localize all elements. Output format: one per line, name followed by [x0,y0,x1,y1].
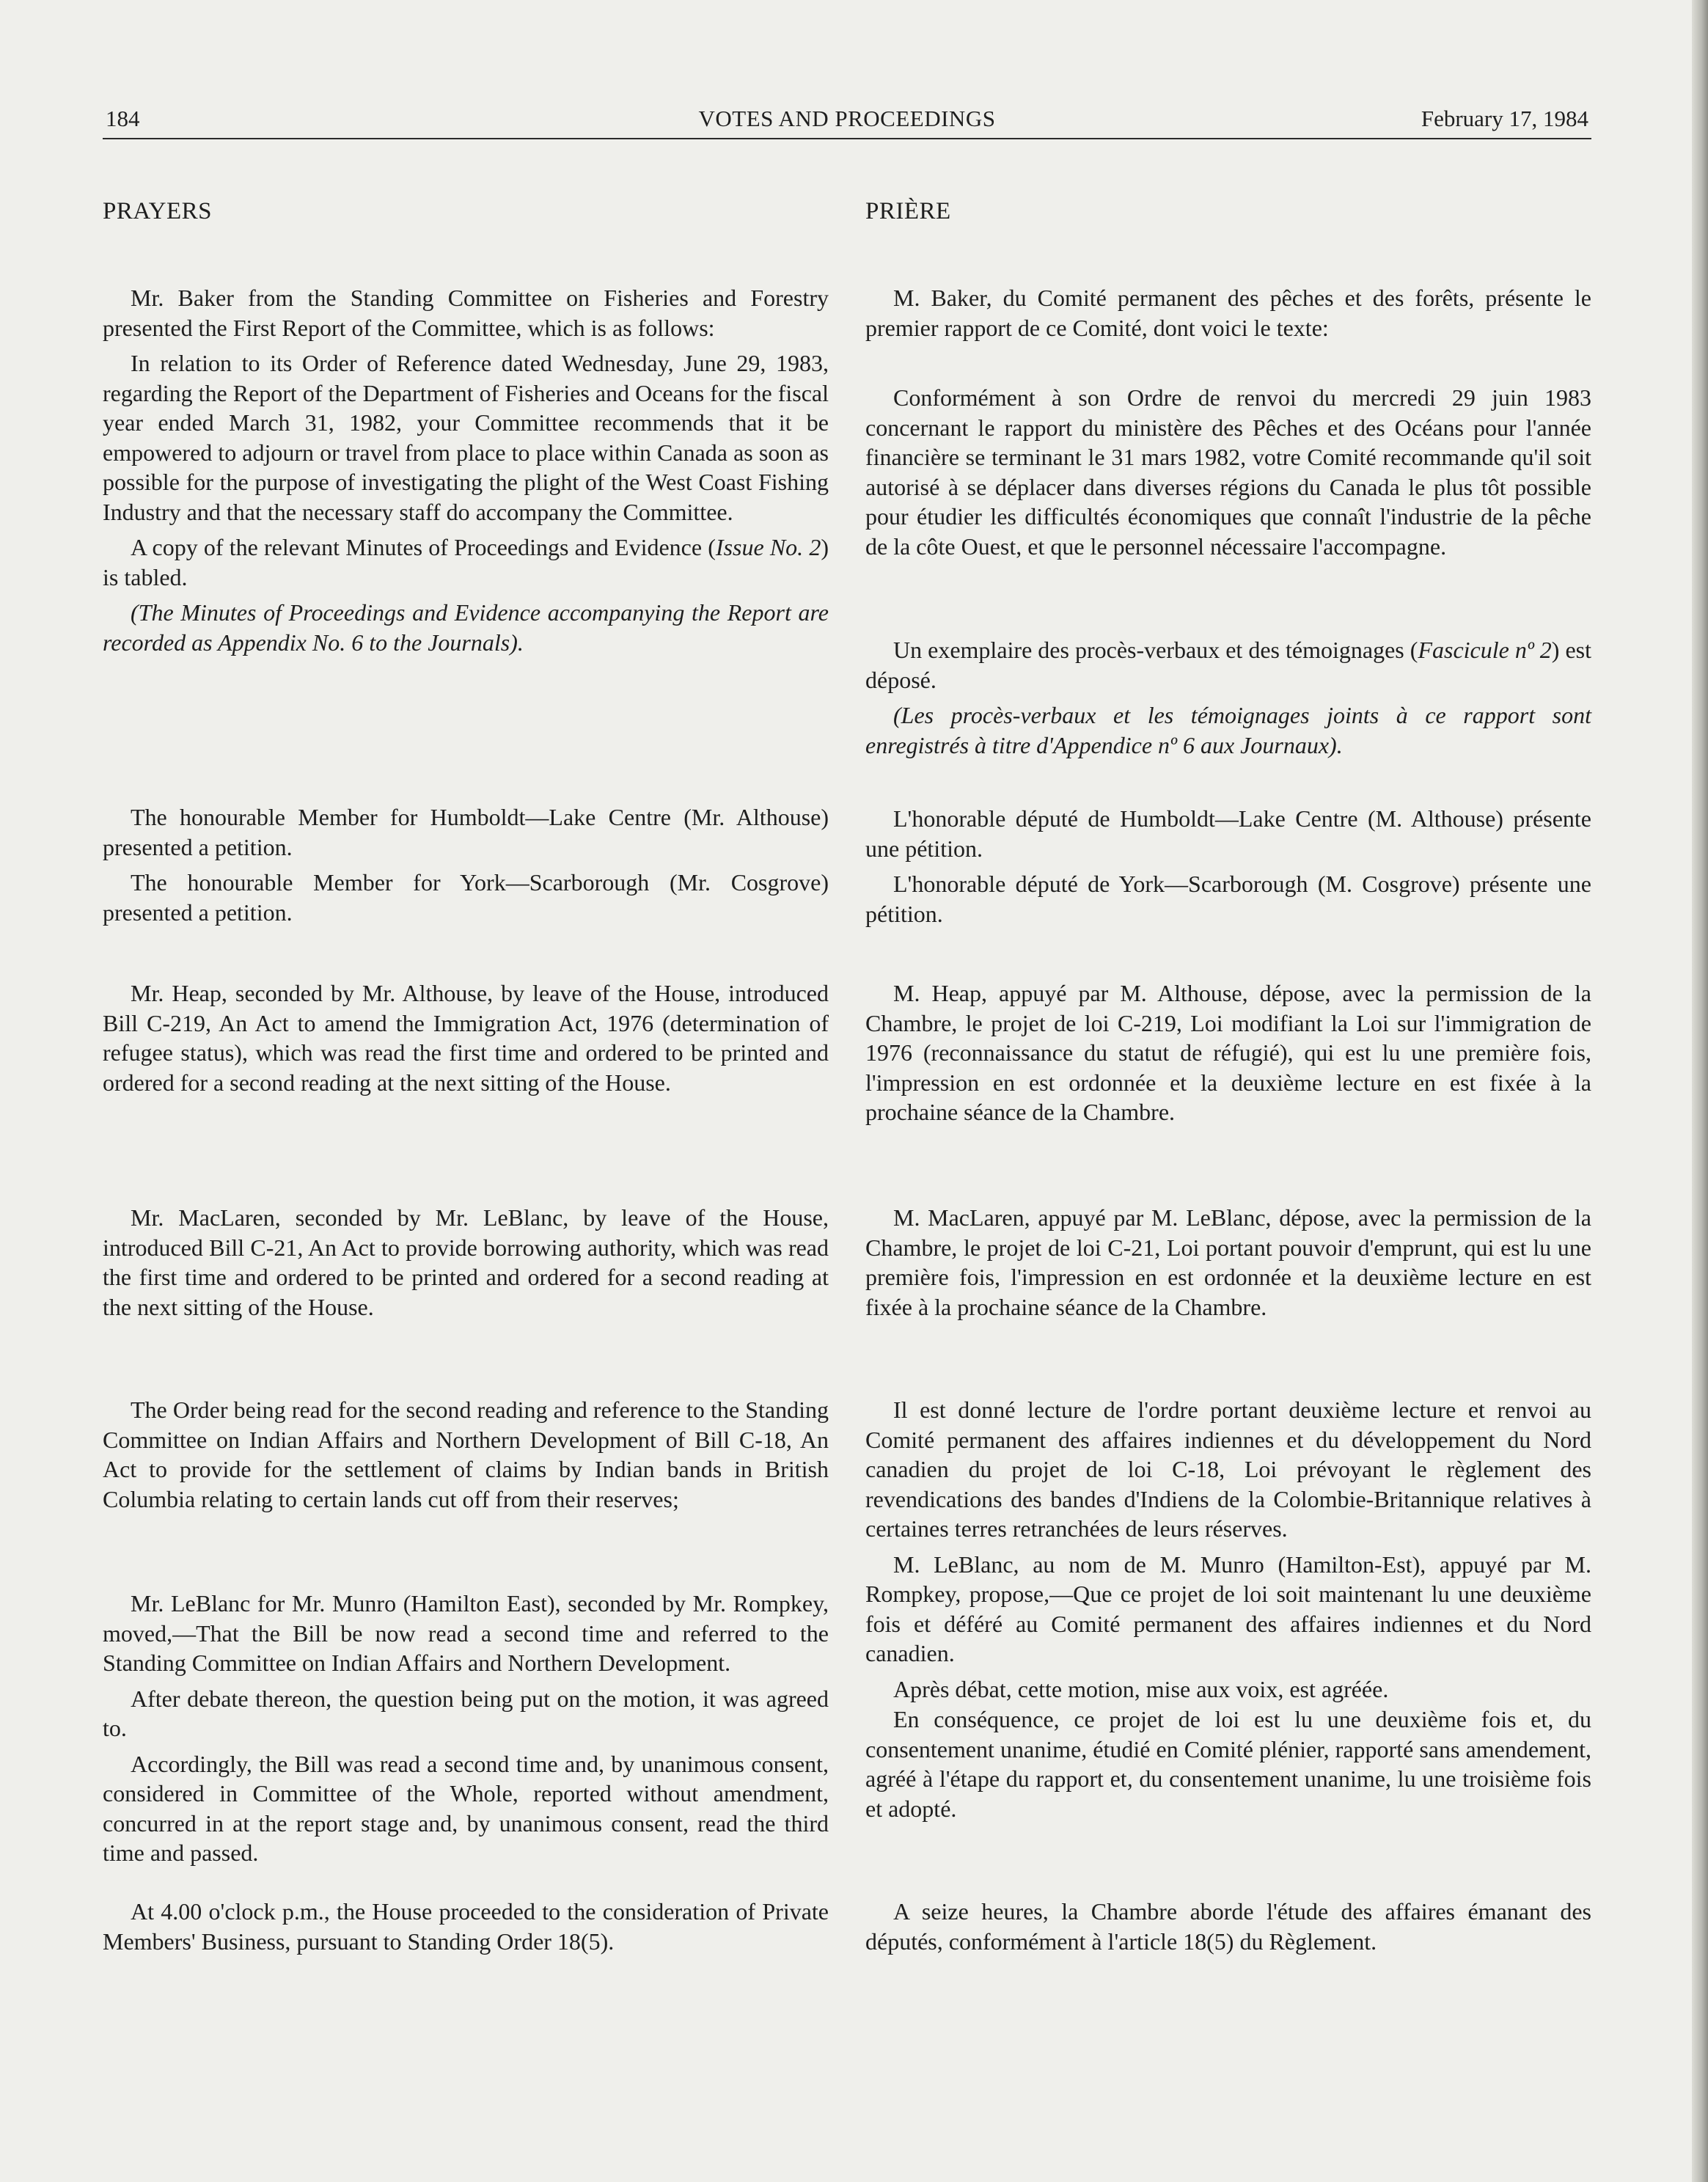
proces-verbaux-note: (Les procès-verbaux et les témoignages joints à ce rapport sont enregistrés à titre d'Appendice nº 6 aux Journaux). [865,702,1591,758]
private-members-text: At 4.00 o'clock p.m., the House proceeded to the consideration of Private Members' Business, pursuant to Standing Order 18(5). [103,1898,829,1955]
petition-york: The honourable Member for York—Scarborough (Mr. Cosgrove) presented a petition. [103,869,829,926]
petition-humboldt: The honourable Member for Humboldt—Lake Centre (Mr. Althouse) presented a petition. [103,804,829,860]
page-edge [1692,0,1708,2182]
maclaren-projet-loi-texte: M. MacLaren, appuyé par M. LeBlanc, dépose, avec la permission de la Chambre, le projet de loi C-21, Loi portant pouvoir d'emprunt, qui est lu une première fois, l'impression en est ordonnée et la deuxième lecture en est fixée à la prochaine séance de la Chambre. [865,1204,1591,1320]
debate-result: After debate thereon, the question being put on the motion, it was agreed to. [103,1685,829,1741]
baker-rapport-texte: Conformément à son Ordre de renvoi du mercredi 29 juin 1983 concernant le rapport du ministère des Pêches et des Océans pour l'année financière se terminant le 31 mars 1982, votre Comité recommande qu'il soit autorisé à se déplacer dans diverses régions du Canada le plus tôt possible pour étudier les difficultés économiques que connaît l'industrie de la pêche de la côte Ouest, et que le personnel nécessaire l'accompagne. [865,384,1591,560]
maclaren-bill-text: Mr. MacLaren, seconded by Mr. LeBlanc, by leave of the House, introduced Bill C-21, An Act to provide borrowing authority, which was read the first time and ordered to be printed and ordered for a second reading at the next sitting of the House. [103,1204,829,1320]
french-column [865,195,1592,1955]
order-c18-text: The Order being read for the second reading and reference to the Standing Committee on Indian Affairs and Northern Development of Bill C-18, An Act to provide for the settlement of claims by Indian bands in British Columbia relating to certain lands cut off from their reserves; [103,1396,829,1512]
leblanc-motion-section [103,1589,829,1874]
private-members [103,1897,829,1962]
ordre-c18 [865,1395,1591,1710]
baker-rapport-texte-section [865,383,1591,567]
consequence-texte: En conséquence, ce projet de loi est lu une deuxième fois et, du consentement unanime, étudié en Comité plénier, rapporté sans amendement, agréé à l'étape du rapport et, du consentement unanime, lu une troisième fois et adopté. [865,1706,1591,1822]
maclaren-projet-loi [865,1203,1591,1328]
english-column [103,195,829,1955]
bill-passed: Accordingly, the Bill was read a second time and, by unanimous consent, considered in Committee of the Whole, reported without amendment, concurred in at the report stage and, by unanimous consent, read the third time and passed. [103,1750,829,1866]
petition-york-fr: L'honorable député de York—Scarborough (M. Cosgrove) présente une pétition. [865,871,1591,927]
baker-report-section [103,283,829,663]
leblanc-motion: Mr. LeBlanc for Mr. Munro (Hamilton East), seconded by Mr. Rompkey, moved,—That the Bill be now read a second time and referred to the Standing Committee on Indian Affairs and Northern Development. [103,1590,829,1676]
priere-heading: PRIÈRE [865,198,951,224]
prayers-heading: PRAYERS [103,198,213,224]
ordre-c18-texte: Il est donné lecture de l'ordre portant deuxième lecture et renvoi au Comité permanent des affaires indiennes et du développement du Nord canadien du projet de loi C-18, Loi prévoyant le règlement des revendications des bandes d'Indiens de la Colombie-Britannique relatives à certaines terres retranchées de leurs réserves. [865,1396,1591,1542]
petitions-section [103,802,829,933]
baker-rapport-section [865,283,1591,348]
affaires-deputes [865,1897,1591,1962]
heap-bill [103,978,829,1103]
heap-bill-text: Mr. Heap, seconded by Mr. Althouse, by leave of the House, introduced Bill C-219, An Act to amend the Immigration Act, 1976 (determination of refugee status), which was read the first time and ordered to be printed and ordered for a second reading at the next sitting of the House. [103,980,829,1096]
baker-report-text: In relation to its Order of Reference dated Wednesday, June 29, 1983, regarding the Report of the Department of Fisheries and Oceans for the fiscal year ended March 31, 1982, your Committee recommends that it be empowered to adjourn or travel from place to place within Canada as soon as possible for the purpose of investigating the plight of the West Coast Fishing Industry and that the necessary staff do accompany the Committee. [103,350,829,525]
minutes-note: (The Minutes of Proceedings and Evidence accompanying the Report are recorded as Appendix No. 6 to the Journals). [103,599,829,656]
publication-title: VOTES AND PROCEEDINGS [698,106,996,131]
order-c18 [103,1395,829,1520]
baker-rapport-intro: M. Baker, du Comité permanent des pêches et des forêts, présente le premier rapport de ce Comité, dont voici le texte: [865,285,1591,341]
proces-verbaux-copie: Un exemplaire des procès-verbaux et des témoignages (Fascicule nº 2) est déposé. [865,637,1592,693]
heap-projet-loi [865,978,1591,1133]
maclaren-bill [103,1203,829,1328]
affaires-deputes-texte: A seize heures, la Chambre aborde l'étude des affaires émanant des députés, conformément à l'article 18(5) du Règlement. [865,1898,1591,1955]
petitions-fr-section [865,804,1591,934]
consequence [865,1705,1591,1829]
proces-verbaux-section [865,635,1591,766]
minutes-copy: A copy of the relevant Minutes of Proceedings and Evidence (Issue No. 2) is tabled. [103,534,829,590]
running-header [103,103,1591,139]
heap-projet-loi-texte: M. Heap, appuyé par M. Althouse, dépose, avec la permission de la Chambre, le projet de loi C-219, Loi modifiant la Loi sur l'immigration de 1976 (reconnaissance du statut de réfugié), qui est lu une première fois, l'impression en est ordonnée et la deuxième lecture en est fixée à la prochaine séance de la Chambre. [865,980,1591,1125]
baker-report-intro: Mr. Baker from the Standing Committee on Fisheries and Forestry presented the First Report of the Committee, which is as follows: [103,285,829,341]
petition-humboldt-fr: L'honorable député de Humboldt—Lake Centre (M. Althouse) présente une pétition. [865,805,1591,862]
page-number: 184 [106,106,140,131]
header-date: February 17, 1984 [1421,106,1588,131]
debat-resultat: Après débat, cette motion, mise aux voix, est agréée. [893,1675,1389,1702]
leblanc-motion-fr: M. LeBlanc, au nom de M. Munro (Hamilton-Est), appuyé par M. Rompkey, propose,—Que ce projet de loi soit maintenant lu une deuxième fois et déféré au Comité permanent des affaires indiennes et du Nord canadien. [865,1551,1591,1666]
